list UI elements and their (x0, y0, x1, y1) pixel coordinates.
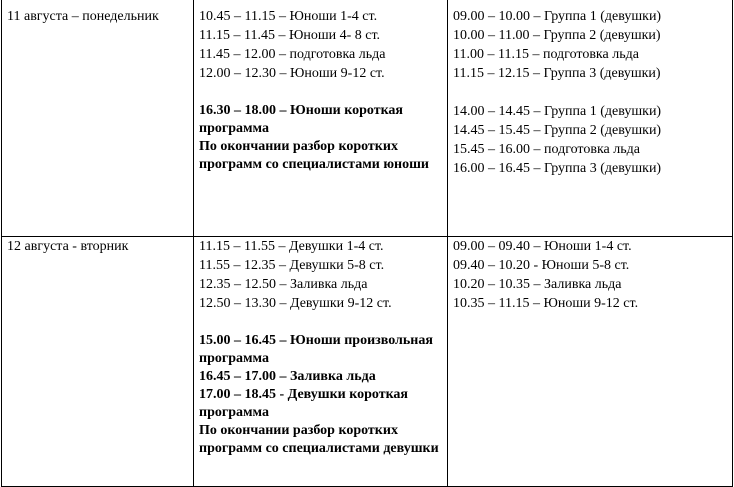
ice-resurfacing-block: 16.45 – 17.00 – Заливка льда (199, 369, 376, 384)
session-line: 10.00 – 11.00 – Группа 2 (девушки) (453, 28, 661, 43)
date-label: 12 августа - вторник (7, 239, 129, 254)
date-cell (2, 0, 194, 237)
session-line: 12.35 – 12.50 – Заливка льда (199, 277, 368, 292)
session-line: 11.55 – 12.35 – Девушки 5-8 ст. (199, 258, 385, 273)
session-line: 11.15 – 12.15 – Группа 3 (девушки) (453, 66, 661, 81)
session-line: 14.00 – 14.45 – Группа 1 (девушки) (453, 104, 662, 119)
session-line: 11.45 – 12.00 – подготовка льда (199, 47, 386, 62)
session-line: 16.00 – 16.45 – Группа 3 (девушки) (453, 161, 662, 176)
training-rink-cell (448, 237, 733, 487)
competition-block: 16.30 – 18.00 – Юноши короткая программа (199, 103, 404, 136)
session-line: 11.15 – 11.45 – Юноши 4- 8 ст. (199, 28, 381, 43)
training-rink-cell (448, 0, 733, 237)
review-note: По окончании разбор коротких программ со специалистами девушки (199, 423, 439, 456)
review-note: По окончании разбор коротких программ со специалистами юноши (199, 139, 429, 172)
session-line: 09.40 – 10.20 - Юноши 5-8 ст. (453, 258, 630, 273)
date-cell (2, 237, 194, 487)
session-line: 10.45 – 11.15 – Юноши 1-4 ст. (199, 9, 378, 24)
session-line: 15.45 – 16.00 – подготовка льда (453, 142, 640, 157)
schedule-table (1, 0, 733, 487)
session-line: 09.00 – 10.00 – Группа 1 (девушки) (453, 9, 662, 24)
session-line: 11.15 – 11.55 – Девушки 1-4 ст. (199, 239, 384, 254)
main-rink-cell (194, 237, 448, 487)
competition-block: 15.00 – 16.45 – Юноши произвольная программа (199, 333, 433, 366)
session-line: 11.00 – 11.15 – подготовка льда (453, 47, 639, 62)
schedule-row-day-1 (2, 0, 733, 237)
schedule-row-day-2 (2, 237, 733, 487)
competition-block: 17.00 – 18.45 - Девушки короткая программа (199, 387, 409, 420)
session-line: 14.45 – 15.45 – Группа 2 (девушки) (453, 123, 662, 138)
session-line: 12.00 – 12.30 – Юноши 9-12 ст. (199, 66, 385, 81)
main-rink-cell (194, 0, 448, 237)
session-line: 12.50 – 13.30 – Девушки 9-12 ст. (199, 296, 392, 311)
session-line: 09.00 – 09.40 – Юноши 1-4 ст. (453, 239, 632, 254)
date-label: 11 августа – понедельник (7, 9, 159, 24)
session-line: 10.20 – 10.35 – Заливка льда (453, 277, 622, 292)
session-line: 10.35 – 11.15 – Юноши 9-12 ст. (453, 296, 639, 311)
